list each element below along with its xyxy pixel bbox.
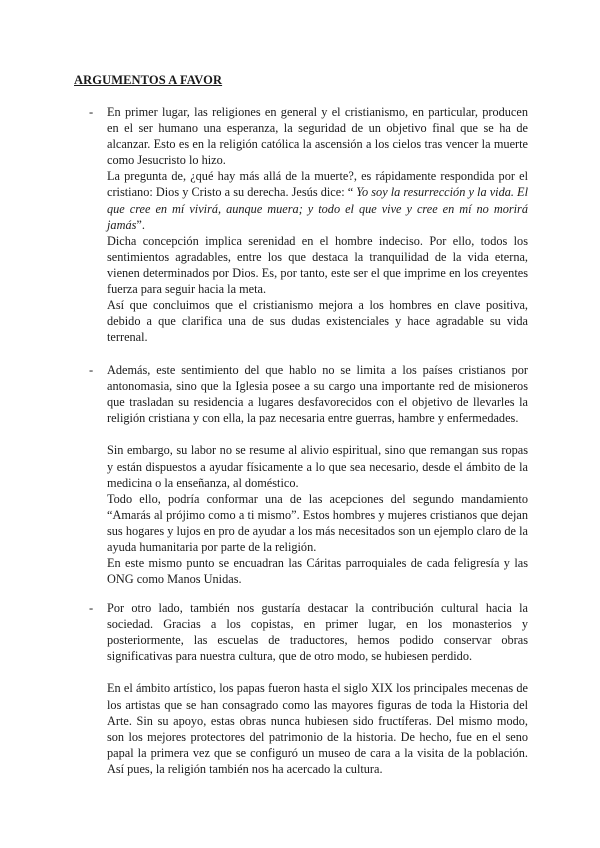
bible-quote: Yo soy la resurrección y la vida. El que cree en mí vivirá, aunque muera; y todo el que vive y cree en mí no morirá jamás	[107, 185, 528, 232]
quote-tail: ”.	[136, 217, 145, 232]
paragraph-gap	[107, 664, 528, 680]
paragraph: Además, este sentimiento del que hablo no se limita a los países cristianos por antonomasia, sino que la Iglesia posee a su cargo una importante red de misioneros que trasladan su residencia a lugares desfavorecidos con el objetivo de llevarles la religión cristiana y con ella, la paz necesaria entre guerras, hambre y enfermedades.	[107, 363, 528, 426]
paragraph: Todo ello, podría conformar una de las acepciones del segundo mandamiento “Amarás al prójimo como a ti mismo”. Estos hombres y mujeres cristianos que dejan sus hogares y lujos en pro de ayudar a los más necesitados son un ejemplo claro de la ayuda humanitaria por parte de la religión.	[107, 491, 528, 555]
paragraph: Dicha concepción implica serenidad en el hombre indeciso. Por ello, todos los sentimientos agradables, entre los que destaca la tranquilidad de la vida eterna, vienen determinados por Dios. Es, por tanto, este ser el que imprime en los creyentes fuerza para seguir hacia la meta.	[107, 233, 528, 297]
quote-lead: La pregunta de, ¿qué hay más allá de la muerte?, es rápidamente respondida por el cristiano: Dios y Cristo a su derecha. Jesús dice: “	[107, 169, 528, 200]
argument-body	[107, 104, 528, 345]
paragraph: En este mismo punto se encuadran las Cáritas parroquiales de cada feligresía y las ONG como Manos Unidas.	[107, 556, 528, 587]
quote-paragraph	[107, 168, 528, 232]
paragraph: En primer lugar, las religiones en general y el cristianismo, en particular, producen en el ser humano una esperanza, la seguridad de un objetivo final que se ha de alcanzar. Esto es en la religión católica la ascensión a los cielos tras vencer la muerte como Jesucristo lo hizo.	[107, 105, 528, 168]
bullet-marker: -	[89, 105, 94, 119]
section-heading: ARGUMENTOS A FAVOR	[74, 73, 223, 87]
argument-body	[107, 362, 528, 587]
paragraph: Sin embargo, su labor no se resume al alivio espiritual, sino que remangan sus ropas y están dispuestos a ayudar físicamente a lo que sea necesario, desde el ámbito de la medicina o la enseñanza, al doméstico.	[107, 443, 528, 490]
paragraph: Así que concluimos que el cristianismo mejora a los hombres en clave positiva, debido a que clarifica una de sus dudas existenciales y hace agradable su vida terrenal.	[107, 298, 528, 345]
bullet-marker: -	[89, 363, 94, 377]
paragraph: Por otro lado, también nos gustaría destacar la contribución cultural hacia la sociedad. Gracias a los copistas, en primer lugar, en los monasterios y posteriormente, las escuelas de traductores, hemos podido conservar obras significativas para nuestra cultura, que de otro modo, se hubiesen perdido.	[107, 601, 528, 664]
argument-body	[107, 600, 528, 777]
bullet-marker: -	[89, 601, 94, 615]
paragraph: En el ámbito artístico, los papas fueron hasta el siglo XIX los principales mecenas de los artistas que se han consagrado como las mayores figuras de toda la Historia del Arte. Sin su apoyo, estas obras nunca hubiesen sido fructíferas. Del mismo modo, son los mejores protectores del patrimonio de la historia. De hecho, fue en el seno papal la primera vez que se configuró un museo de cara a la visita de la población. Así pues, la religión también nos ha acercado la cultura.	[107, 681, 528, 776]
paragraph-gap	[107, 426, 528, 442]
